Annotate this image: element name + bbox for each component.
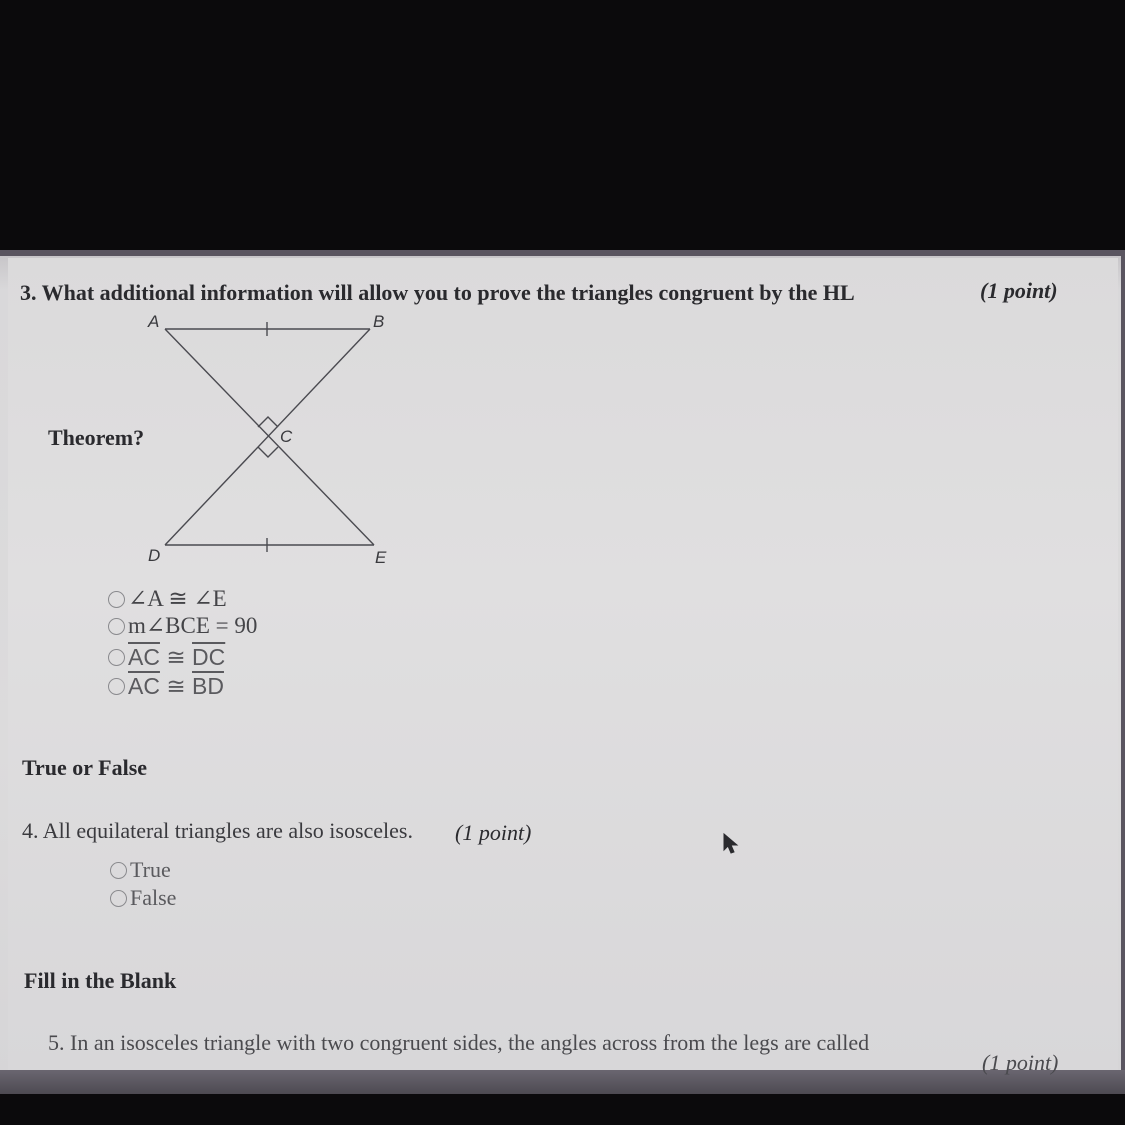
section-heading-true-false: True or False [22, 755, 148, 780]
label-c: C [280, 427, 293, 446]
option-label: ∠A ≅ ∠E [128, 586, 227, 611]
label-d: D [148, 546, 161, 565]
segment-ac-label: $\overline{AC}$ [128, 644, 160, 670]
radio-button[interactable] [110, 862, 127, 879]
question-5-points: (1 point) [982, 1050, 1059, 1075]
question-3-number: 3. [20, 280, 37, 305]
label-a: A [148, 312, 160, 331]
question-3-text [20, 280, 855, 306]
question-5-text [48, 1030, 869, 1056]
question-4-option-false[interactable] [110, 885, 176, 911]
label-b: B [373, 312, 385, 331]
question-3-option-2[interactable] [108, 613, 257, 639]
question-3-option-4[interactable] [108, 673, 224, 700]
monitor-bezel-bottom [0, 1070, 1125, 1094]
mouse-pointer-icon [722, 832, 742, 858]
question-3-continuation: Theorem? [48, 425, 145, 450]
option-label: m∠BCE = 90 [128, 613, 258, 638]
right-angle-mark-bottom [258, 447, 278, 457]
question-4-prompt: All equilateral triangles are also isosceles. [42, 818, 413, 843]
question-3-prompt: What additional information will allow you to prove the triangles congruent by the HL [41, 280, 855, 305]
question-3-points: (1 point) [980, 278, 1058, 303]
right-angle-mark-top [258, 417, 278, 427]
question-3-option-1[interactable] [108, 586, 227, 612]
radio-button[interactable] [110, 890, 127, 907]
segment-bd-label: $\overline{BD}$ [192, 673, 224, 699]
question-3-option-3[interactable] [108, 644, 225, 671]
radio-button[interactable] [108, 678, 125, 695]
question-4-number: 4. [22, 818, 39, 843]
question-4-option-true[interactable] [110, 857, 171, 883]
radio-button[interactable] [108, 649, 125, 666]
radio-button[interactable] [108, 618, 125, 635]
label-e: E [375, 548, 387, 567]
question-4-text [22, 818, 413, 844]
question-5-number: 5. [48, 1030, 65, 1055]
question-5-prompt: In an isosceles triangle with two congruent sides, the angles across from the legs are called [70, 1030, 870, 1055]
segment-ac-label: $\overline{AC}$ [128, 673, 160, 699]
section-heading-fill-blank: Fill in the Blank [24, 968, 177, 993]
radio-button[interactable] [108, 591, 125, 608]
congruent-symbol: ≅ [159, 644, 193, 670]
option-label: False [130, 885, 177, 910]
question-4-points: (1 point) [455, 820, 532, 845]
segment-dc-label: $\overline{DC}$ [192, 644, 226, 670]
congruent-symbol: ≅ [159, 673, 193, 699]
triangles-figure [140, 305, 410, 575]
option-label: True [130, 857, 171, 882]
